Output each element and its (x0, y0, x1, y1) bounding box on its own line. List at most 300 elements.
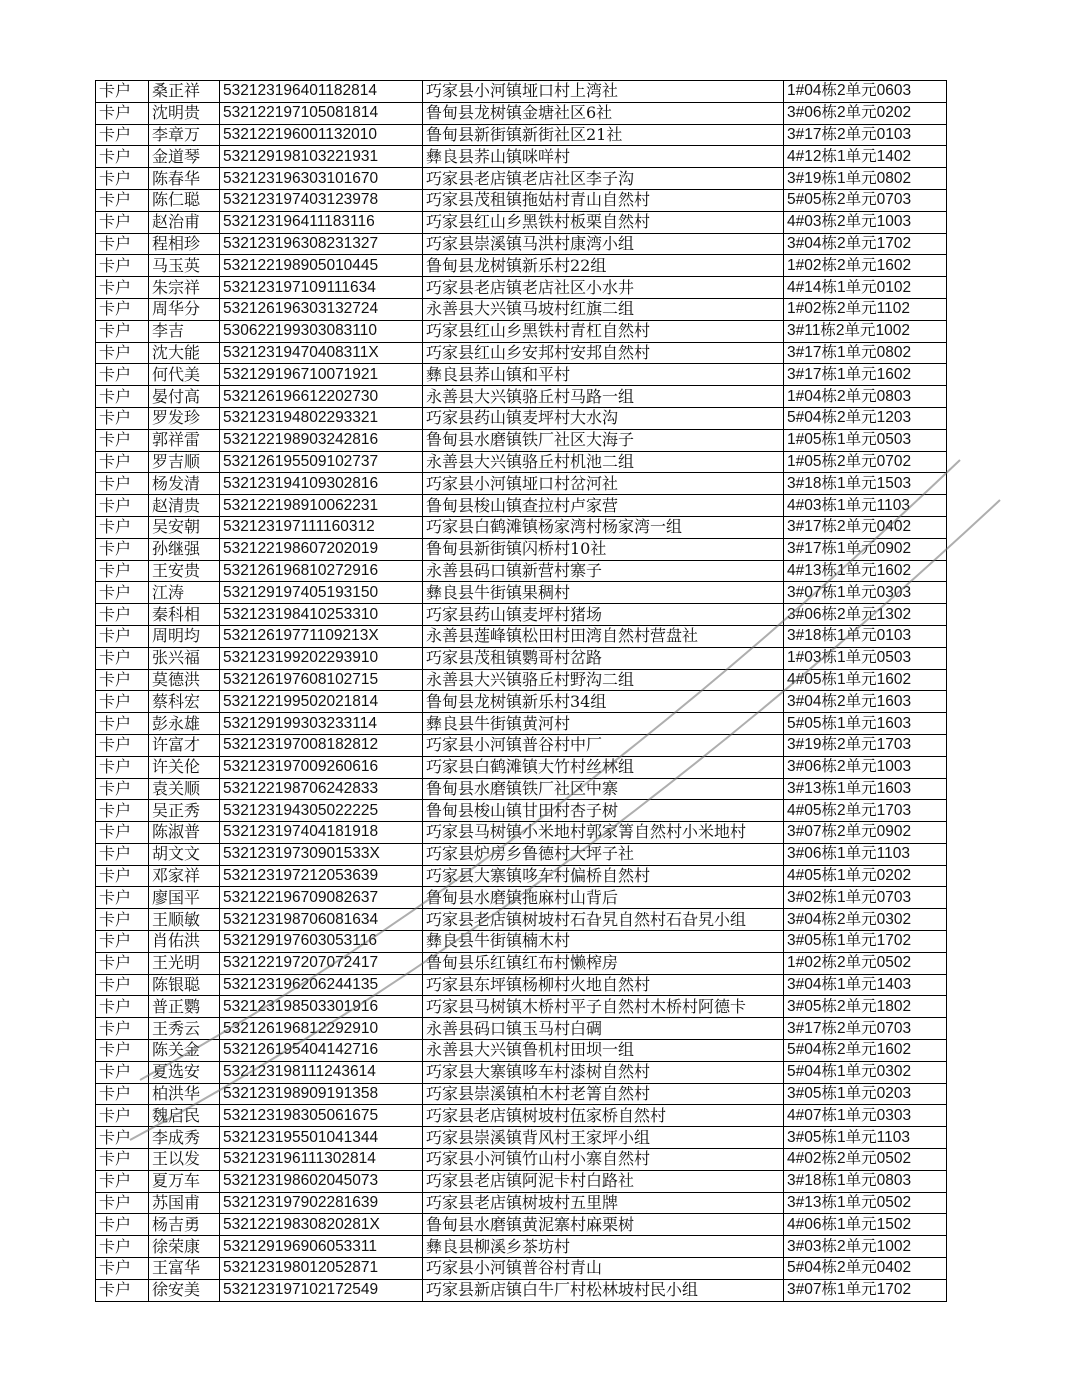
cell-name: 王光明 (149, 952, 220, 974)
cell-unit: 3#07栋2单元0902 (784, 822, 947, 844)
table-row (96, 1279, 947, 1301)
cell-household-type: 卡户 (96, 909, 149, 931)
cell-unit: 3#18栋1单元0103 (784, 625, 947, 647)
cell-name: 徐荣康 (149, 1236, 220, 1258)
cell-address: 巧家县老店镇树坡村五里牌 (423, 1192, 784, 1214)
cell-address: 巧家县崇溪镇马洪村康湾小组 (423, 233, 784, 255)
cell-unit: 3#02栋1单元0703 (784, 887, 947, 909)
cell-unit: 3#19栋2单元1703 (784, 734, 947, 756)
table-row (96, 407, 947, 429)
cell-name: 桑正祥 (149, 81, 220, 103)
table-row (96, 495, 947, 517)
cell-name: 罗吉顺 (149, 451, 220, 473)
cell-household-type: 卡户 (96, 865, 149, 887)
cell-unit: 3#05栋2单元1802 (784, 996, 947, 1018)
table-row (96, 298, 947, 320)
cell-name: 郭祥雷 (149, 429, 220, 451)
cell-address: 巧家县红山乡黑铁村板栗自然村 (423, 211, 784, 233)
cell-unit: 1#05栋2单元0702 (784, 451, 947, 473)
cell-unit: 4#07栋1单元0303 (784, 1105, 947, 1127)
cell-id-number: 532122198903242816 (220, 429, 423, 451)
cell-name: 肖佑洪 (149, 931, 220, 953)
cell-name: 许关伦 (149, 756, 220, 778)
table-row (96, 81, 947, 103)
cell-name: 王安贵 (149, 560, 220, 582)
cell-address: 巧家县白鹤滩镇杨家湾村杨家湾一组 (423, 516, 784, 538)
table-row (96, 865, 947, 887)
cell-name: 陈关金 (149, 1040, 220, 1062)
cell-id-number: 532129198103221931 (220, 146, 423, 168)
cell-household-type: 卡户 (96, 1040, 149, 1062)
cell-id-number: 532122197105081814 (220, 102, 423, 124)
cell-unit: 3#11栋2单元1002 (784, 320, 947, 342)
cell-id-number: 532123198909191358 (220, 1083, 423, 1105)
table-row (96, 1105, 947, 1127)
cell-address: 永善县码口镇玉马村白碉 (423, 1018, 784, 1040)
table-row (96, 625, 947, 647)
cell-address: 巧家县老店镇树坡村石旮旯自然村石旮旯小组 (423, 909, 784, 931)
cell-address: 巧家县红山乡安邦村安邦自然村 (423, 342, 784, 364)
cell-name: 李章万 (149, 124, 220, 146)
cell-address: 巧家县老店镇老店社区李子沟 (423, 168, 784, 190)
cell-id-number: 532126196612202730 (220, 386, 423, 408)
cell-unit: 3#06栋2单元1302 (784, 604, 947, 626)
cell-address: 彝良县柳溪乡茶坊村 (423, 1236, 784, 1258)
cell-household-type: 卡户 (96, 1170, 149, 1192)
cell-unit: 3#07栋1单元1702 (784, 1279, 947, 1301)
cell-household-type: 卡户 (96, 451, 149, 473)
cell-household-type: 卡户 (96, 931, 149, 953)
cell-address: 鲁甸县水磨镇铁厂社区大海子 (423, 429, 784, 451)
cell-name: 罗发珍 (149, 407, 220, 429)
cell-unit: 3#18栋1单元0803 (784, 1170, 947, 1192)
cell-id-number: 532123195501041344 (220, 1127, 423, 1149)
table-row (96, 211, 947, 233)
cell-name: 蔡科宏 (149, 691, 220, 713)
cell-name: 夏万车 (149, 1170, 220, 1192)
cell-id-number: 532126197608102715 (220, 669, 423, 691)
cell-id-number: 53212219830820281X (220, 1214, 423, 1236)
table-row (96, 277, 947, 299)
cell-address: 巧家县红山乡黑铁村青杠自然村 (423, 320, 784, 342)
cell-unit: 1#02栋2单元1602 (784, 255, 947, 277)
cell-id-number: 532122196709082637 (220, 887, 423, 909)
cell-name: 沈明贵 (149, 102, 220, 124)
cell-name: 江涛 (149, 582, 220, 604)
cell-id-number: 532126196303132724 (220, 298, 423, 320)
cell-name: 普正鹦 (149, 996, 220, 1018)
cell-address: 巧家县崇溪镇背风村王家坪小组 (423, 1127, 784, 1149)
cell-id-number: 532123194109302816 (220, 473, 423, 495)
cell-household-type: 卡户 (96, 189, 149, 211)
cell-id-number: 532126195404142716 (220, 1040, 423, 1062)
cell-id-number: 532123197111160312 (220, 516, 423, 538)
cell-unit: 3#06栋2单元0202 (784, 102, 947, 124)
cell-id-number: 532122197207072417 (220, 952, 423, 974)
cell-name: 马玉英 (149, 255, 220, 277)
cell-id-number: 532123196303101670 (220, 168, 423, 190)
cell-address: 鲁甸县水磨镇铁厂社区中寨 (423, 778, 784, 800)
cell-unit: 5#04栋1单元0302 (784, 1061, 947, 1083)
cell-name: 陈春华 (149, 168, 220, 190)
cell-id-number: 532123198410253310 (220, 604, 423, 626)
cell-id-number: 532122196001132010 (220, 124, 423, 146)
cell-address: 巧家县大寨镇哆车村漆树自然村 (423, 1061, 784, 1083)
cell-id-number: 532123194305022225 (220, 800, 423, 822)
cell-address: 巧家县小河镇普谷村中厂 (423, 734, 784, 756)
cell-unit: 5#04栋2单元1602 (784, 1040, 947, 1062)
cell-address: 永善县莲峰镇松田村田湾自然村营盘社 (423, 625, 784, 647)
cell-address: 永善县码口镇新营村寨子 (423, 560, 784, 582)
cell-id-number: 532129197603053116 (220, 931, 423, 953)
cell-unit: 4#14栋1单元0102 (784, 277, 947, 299)
cell-name: 吴安朝 (149, 516, 220, 538)
cell-unit: 3#17栋1单元0802 (784, 342, 947, 364)
cell-address: 鲁甸县乐红镇红布村懒榨房 (423, 952, 784, 974)
cell-name: 陈仁聪 (149, 189, 220, 211)
table-row (96, 996, 947, 1018)
cell-id-number: 532126196812292910 (220, 1018, 423, 1040)
table-row (96, 887, 947, 909)
cell-name: 廖国平 (149, 887, 220, 909)
cell-address: 彝良县牛街镇楠木村 (423, 931, 784, 953)
cell-name: 王秀云 (149, 1018, 220, 1040)
cell-unit: 3#03栋2单元1002 (784, 1236, 947, 1258)
cell-household-type: 卡户 (96, 1127, 149, 1149)
cell-name: 杨发清 (149, 473, 220, 495)
cell-unit: 5#05栋1单元1603 (784, 713, 947, 735)
table-row (96, 1127, 947, 1149)
cell-address: 巧家县老店镇树坡村伍家桥自然村 (423, 1105, 784, 1127)
cell-household-type: 卡户 (96, 364, 149, 386)
cell-address: 鲁甸县龙树镇新乐村34组 (423, 691, 784, 713)
cell-id-number: 532123198111243614 (220, 1061, 423, 1083)
cell-unit: 3#17栋1单元1602 (784, 364, 947, 386)
cell-unit: 1#04栋2单元0603 (784, 81, 947, 103)
cell-household-type: 卡户 (96, 168, 149, 190)
cell-unit: 4#03栋2单元1003 (784, 211, 947, 233)
table-row (96, 931, 947, 953)
cell-unit: 3#04栋2单元0302 (784, 909, 947, 931)
cell-unit: 1#02栋2单元0502 (784, 952, 947, 974)
cell-household-type: 卡户 (96, 582, 149, 604)
cell-name: 金道琴 (149, 146, 220, 168)
cell-unit: 4#13栋1单元1602 (784, 560, 947, 582)
cell-address: 巧家县崇溪镇柏木村老箐自然村 (423, 1083, 784, 1105)
cell-address: 巧家县炉房乡鲁德村大坪子社 (423, 843, 784, 865)
table-row (96, 822, 947, 844)
cell-unit: 3#17栋2单元0703 (784, 1018, 947, 1040)
table-row (96, 102, 947, 124)
cell-unit: 3#07栋1单元0303 (784, 582, 947, 604)
cell-address: 巧家县药山镇麦坪村猪场 (423, 604, 784, 626)
cell-id-number: 532129199303233114 (220, 713, 423, 735)
cell-household-type: 卡户 (96, 974, 149, 996)
cell-household-type: 卡户 (96, 233, 149, 255)
cell-household-type: 卡户 (96, 320, 149, 342)
cell-household-type: 卡户 (96, 1258, 149, 1280)
cell-id-number: 532122198706242833 (220, 778, 423, 800)
cell-name: 柏洪华 (149, 1083, 220, 1105)
cell-household-type: 卡户 (96, 1018, 149, 1040)
cell-household-type: 卡户 (96, 298, 149, 320)
cell-address: 鲁甸县龙树镇新乐村22组 (423, 255, 784, 277)
cell-name: 莫德洪 (149, 669, 220, 691)
cell-household-type: 卡户 (96, 124, 149, 146)
cell-household-type: 卡户 (96, 277, 149, 299)
cell-unit: 4#05栋2单元1703 (784, 800, 947, 822)
cell-address: 永善县大兴镇骆丘村机池二组 (423, 451, 784, 473)
cell-household-type: 卡户 (96, 734, 149, 756)
table-row (96, 473, 947, 495)
cell-household-type: 卡户 (96, 560, 149, 582)
cell-unit: 3#04栋2单元1702 (784, 233, 947, 255)
cell-id-number: 532129197405193150 (220, 582, 423, 604)
cell-id-number: 532123197902281639 (220, 1192, 423, 1214)
cell-id-number: 532123198706081634 (220, 909, 423, 931)
cell-household-type: 卡户 (96, 386, 149, 408)
cell-address: 彝良县荞山镇咪咩村 (423, 146, 784, 168)
cell-household-type: 卡户 (96, 407, 149, 429)
cell-name: 晏付高 (149, 386, 220, 408)
cell-address: 永善县大兴镇骆丘村马路一组 (423, 386, 784, 408)
cell-name: 李吉 (149, 320, 220, 342)
cell-household-type: 卡户 (96, 1105, 149, 1127)
cell-unit: 5#04栋2单元1203 (784, 407, 947, 429)
cell-household-type: 卡户 (96, 516, 149, 538)
cell-address: 巧家县老店镇阿泥卡村白路社 (423, 1170, 784, 1192)
cell-unit: 1#03栋1单元0503 (784, 647, 947, 669)
cell-address: 巧家县小河镇竹山村小寨自然村 (423, 1149, 784, 1171)
table-row (96, 974, 947, 996)
cell-household-type: 卡户 (96, 146, 149, 168)
cell-address: 永善县大兴镇马坡村红旗二组 (423, 298, 784, 320)
cell-household-type: 卡户 (96, 1192, 149, 1214)
cell-id-number: 532129196906053311 (220, 1236, 423, 1258)
cell-address: 鲁甸县水磨镇拖麻村山背后 (423, 887, 784, 909)
cell-unit: 3#13栋1单元1603 (784, 778, 947, 800)
cell-address: 鲁甸县水磨镇黄泥寨村麻栗树 (423, 1214, 784, 1236)
cell-household-type: 卡户 (96, 843, 149, 865)
cell-name: 魏启民 (149, 1105, 220, 1127)
table-row (96, 233, 947, 255)
cell-household-type: 卡户 (96, 713, 149, 735)
cell-address: 鲁甸县梭山镇查拉村卢家营 (423, 495, 784, 517)
table-row (96, 843, 947, 865)
cell-name: 何代美 (149, 364, 220, 386)
cell-address: 鲁甸县龙树镇金塘社区6社 (423, 102, 784, 124)
cell-name: 程相珍 (149, 233, 220, 255)
table-row (96, 386, 947, 408)
cell-name: 李成秀 (149, 1127, 220, 1149)
cell-unit: 1#05栋1单元0503 (784, 429, 947, 451)
cell-address: 彝良县荞山镇和平村 (423, 364, 784, 386)
cell-unit: 4#03栋1单元1103 (784, 495, 947, 517)
cell-unit: 1#02栋2单元1102 (784, 298, 947, 320)
cell-name: 彭永雄 (149, 713, 220, 735)
table-row (96, 255, 947, 277)
cell-address: 巧家县小河镇垭口村上湾社 (423, 81, 784, 103)
table-row (96, 691, 947, 713)
cell-id-number: 532123197008182812 (220, 734, 423, 756)
cell-household-type: 卡户 (96, 778, 149, 800)
cell-unit: 3#05栋1单元1103 (784, 1127, 947, 1149)
cell-address: 巧家县大寨镇哆车村偏桥自然村 (423, 865, 784, 887)
cell-id-number: 532122198905010445 (220, 255, 423, 277)
cell-id-number: 532123197212053639 (220, 865, 423, 887)
table-row (96, 734, 947, 756)
table-row (96, 1149, 947, 1171)
cell-address: 巧家县马树镇木桥村平子自然村木桥村阿德卡 (423, 996, 784, 1018)
cell-household-type: 卡户 (96, 625, 149, 647)
cell-address: 彝良县牛街镇果稠村 (423, 582, 784, 604)
cell-household-type: 卡户 (96, 800, 149, 822)
cell-id-number: 532122198607202019 (220, 538, 423, 560)
table-row (96, 952, 947, 974)
table-row (96, 1236, 947, 1258)
cell-unit: 3#17栋2单元0402 (784, 516, 947, 538)
cell-unit: 3#13栋1单元0502 (784, 1192, 947, 1214)
cell-name: 袁关顺 (149, 778, 220, 800)
cell-address: 巧家县白鹤滩镇大竹村丝林组 (423, 756, 784, 778)
cell-unit: 3#17栋2单元0103 (784, 124, 947, 146)
cell-id-number: 530622199303083110 (220, 320, 423, 342)
cell-name: 周华分 (149, 298, 220, 320)
cell-id-number: 532123196206244135 (220, 974, 423, 996)
cell-household-type: 卡户 (96, 996, 149, 1018)
table-row (96, 1214, 947, 1236)
cell-id-number: 53212319730901533X (220, 843, 423, 865)
cell-household-type: 卡户 (96, 255, 149, 277)
cell-id-number: 532123198602045073 (220, 1170, 423, 1192)
cell-id-number: 532123196401182814 (220, 81, 423, 103)
cell-id-number: 532123196411183116 (220, 211, 423, 233)
table-row (96, 1061, 947, 1083)
roster-table (95, 80, 947, 1302)
cell-household-type: 卡户 (96, 495, 149, 517)
cell-household-type: 卡户 (96, 429, 149, 451)
table-row (96, 1258, 947, 1280)
cell-id-number: 532123198012052871 (220, 1258, 423, 1280)
cell-id-number: 532123196308231327 (220, 233, 423, 255)
table-row (96, 647, 947, 669)
cell-household-type: 卡户 (96, 647, 149, 669)
cell-household-type: 卡户 (96, 211, 149, 233)
cell-id-number: 532123198305061675 (220, 1105, 423, 1127)
table-row (96, 560, 947, 582)
cell-id-number: 532123198503301916 (220, 996, 423, 1018)
cell-name: 胡文文 (149, 843, 220, 865)
cell-unit: 3#05栋1单元1702 (784, 931, 947, 953)
table-row (96, 124, 947, 146)
cell-household-type: 卡户 (96, 81, 149, 103)
cell-household-type: 卡户 (96, 822, 149, 844)
table-row (96, 1040, 947, 1062)
cell-name: 赵清贵 (149, 495, 220, 517)
table-row (96, 909, 947, 931)
cell-household-type: 卡户 (96, 473, 149, 495)
cell-unit: 3#04栋2单元1603 (784, 691, 947, 713)
cell-name: 周明均 (149, 625, 220, 647)
cell-household-type: 卡户 (96, 1083, 149, 1105)
cell-id-number: 532123197009260616 (220, 756, 423, 778)
cell-name: 苏国甫 (149, 1192, 220, 1214)
table-row (96, 516, 947, 538)
cell-unit: 4#12栋1单元1402 (784, 146, 947, 168)
cell-address: 巧家县老店镇老店社区小水井 (423, 277, 784, 299)
cell-address: 彝良县牛街镇黄河村 (423, 713, 784, 735)
cell-household-type: 卡户 (96, 1061, 149, 1083)
cell-unit: 3#06栋1单元1103 (784, 843, 947, 865)
cell-id-number: 532123197403123978 (220, 189, 423, 211)
table-row (96, 1192, 947, 1214)
table-row (96, 320, 947, 342)
table-row (96, 189, 947, 211)
cell-name: 陈银聪 (149, 974, 220, 996)
cell-unit: 5#04栋2单元0402 (784, 1258, 947, 1280)
cell-name: 徐安美 (149, 1279, 220, 1301)
table-row (96, 429, 947, 451)
cell-name: 王以发 (149, 1149, 220, 1171)
cell-address: 鲁甸县新街镇闪桥村10社 (423, 538, 784, 560)
cell-id-number: 53212319470408311X (220, 342, 423, 364)
cell-unit: 3#06栋2单元1003 (784, 756, 947, 778)
table-row (96, 582, 947, 604)
cell-household-type: 卡户 (96, 538, 149, 560)
cell-household-type: 卡户 (96, 691, 149, 713)
table-row (96, 669, 947, 691)
cell-address: 巧家县马树镇小米地村郭家箐自然村小米地村 (423, 822, 784, 844)
cell-id-number: 53212619771109213X (220, 625, 423, 647)
cell-name: 陈淑普 (149, 822, 220, 844)
cell-unit: 4#06栋1单元1502 (784, 1214, 947, 1236)
table-row (96, 146, 947, 168)
cell-unit: 3#19栋1单元0802 (784, 168, 947, 190)
cell-id-number: 532126196810272916 (220, 560, 423, 582)
table-row (96, 778, 947, 800)
cell-unit: 4#05栋1单元0202 (784, 865, 947, 887)
cell-household-type: 卡户 (96, 1279, 149, 1301)
cell-name: 秦科相 (149, 604, 220, 626)
cell-address: 巧家县药山镇麦坪村大水沟 (423, 407, 784, 429)
cell-address: 永善县大兴镇骆丘村野沟二组 (423, 669, 784, 691)
cell-address: 巧家县茂租镇拖姑村青山自然村 (423, 189, 784, 211)
cell-household-type: 卡户 (96, 952, 149, 974)
cell-id-number: 532122199502021814 (220, 691, 423, 713)
cell-name: 赵治甫 (149, 211, 220, 233)
cell-unit: 3#18栋1单元1503 (784, 473, 947, 495)
cell-address: 巧家县新店镇白牛厂村松林坡村民小组 (423, 1279, 784, 1301)
cell-address: 永善县大兴镇鲁机村田坝一组 (423, 1040, 784, 1062)
cell-id-number: 532123197109111634 (220, 277, 423, 299)
table-row (96, 451, 947, 473)
cell-household-type: 卡户 (96, 669, 149, 691)
cell-id-number: 532129196710071921 (220, 364, 423, 386)
cell-name: 邓家祥 (149, 865, 220, 887)
cell-address: 鲁甸县梭山镇甘田村杏子树 (423, 800, 784, 822)
cell-id-number: 532122198910062231 (220, 495, 423, 517)
cell-address: 巧家县小河镇普谷村青山 (423, 1258, 784, 1280)
cell-name: 杨吉勇 (149, 1214, 220, 1236)
table-row (96, 1170, 947, 1192)
table-row (96, 756, 947, 778)
cell-address: 巧家县东坪镇杨柳村火地自然村 (423, 974, 784, 996)
cell-name: 沈大能 (149, 342, 220, 364)
table-row (96, 1018, 947, 1040)
cell-household-type: 卡户 (96, 887, 149, 909)
cell-unit: 3#04栋1单元1403 (784, 974, 947, 996)
table-row (96, 342, 947, 364)
